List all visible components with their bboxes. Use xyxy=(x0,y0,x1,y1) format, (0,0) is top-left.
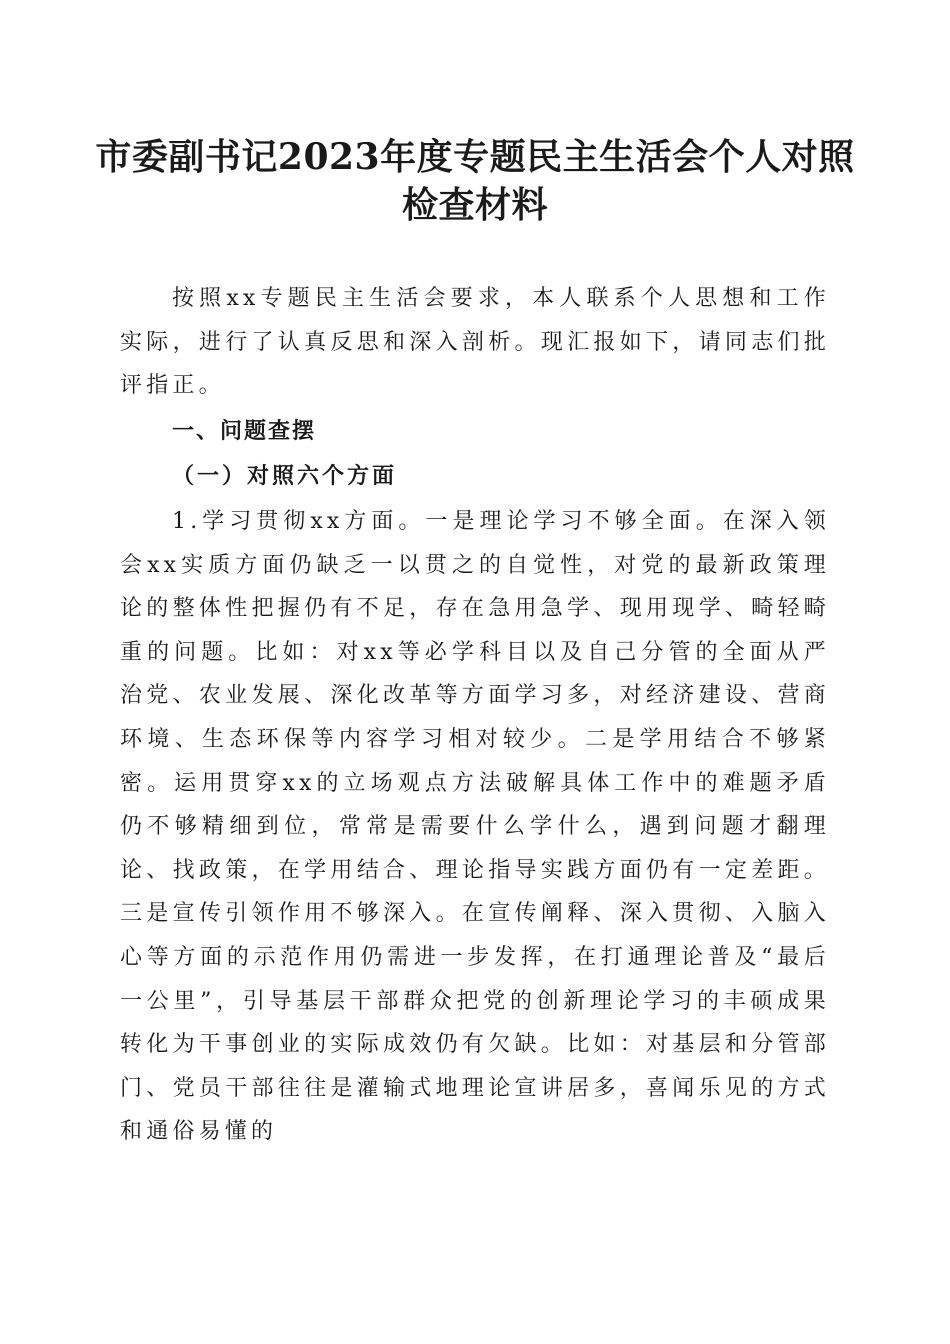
intro-paragraph: 按照xx专题民主生活会要求，本人联系个人思想和工作实际，进行了认真反思和深入剖析。现汇报如下，请同志们批评指正。 xyxy=(120,286,830,399)
section-heading: 一、问题查摆 xyxy=(172,419,317,444)
subsection-heading: （一）对照六个方面 xyxy=(172,463,398,489)
document-title: 市委副书记2023年度专题民主生活会个人对照检查材料 xyxy=(95,136,855,226)
body-paragraph: 1.学习贯彻xx方面。一是理论学习不够全面。在深入领会xx实质方面仍缺乏一以贯之的自觉性，对党的最新政策理论的整体性把握仍有不足，存在急用急学、现用现学、畸轻畸重的问题。比如：对xx等必学科目以及自己分管的全面从严治党、农业发展、深化改革等方面学习多，对经济建设、营商环境、生态环保等内容学习相对较少。二是学用结合不够紧密。运用贯穿xx的立场观点方法破解具体工作中的难题矛盾仍不够精细到位，常常是需要什么学什么，遇到问题才翻理论、找政策，在学用结合、理论指导实践方面仍有一定差距。三是宣传引领作用不够深入。在宣传阐释、深入贯彻、入脑入心等方面的示范作用仍需进一步发挥，在打通理论普及“最后一公里”，引导基层干部群众把党的创新理论学习的丰硕成果转化为干事创业的实际成效仍有欠缺。比如：对基层和分管部门、党员干部往往是灌输式地理论宣讲居多，喜闻乐见的方式和通俗易懂的 xyxy=(120,509,830,1145)
